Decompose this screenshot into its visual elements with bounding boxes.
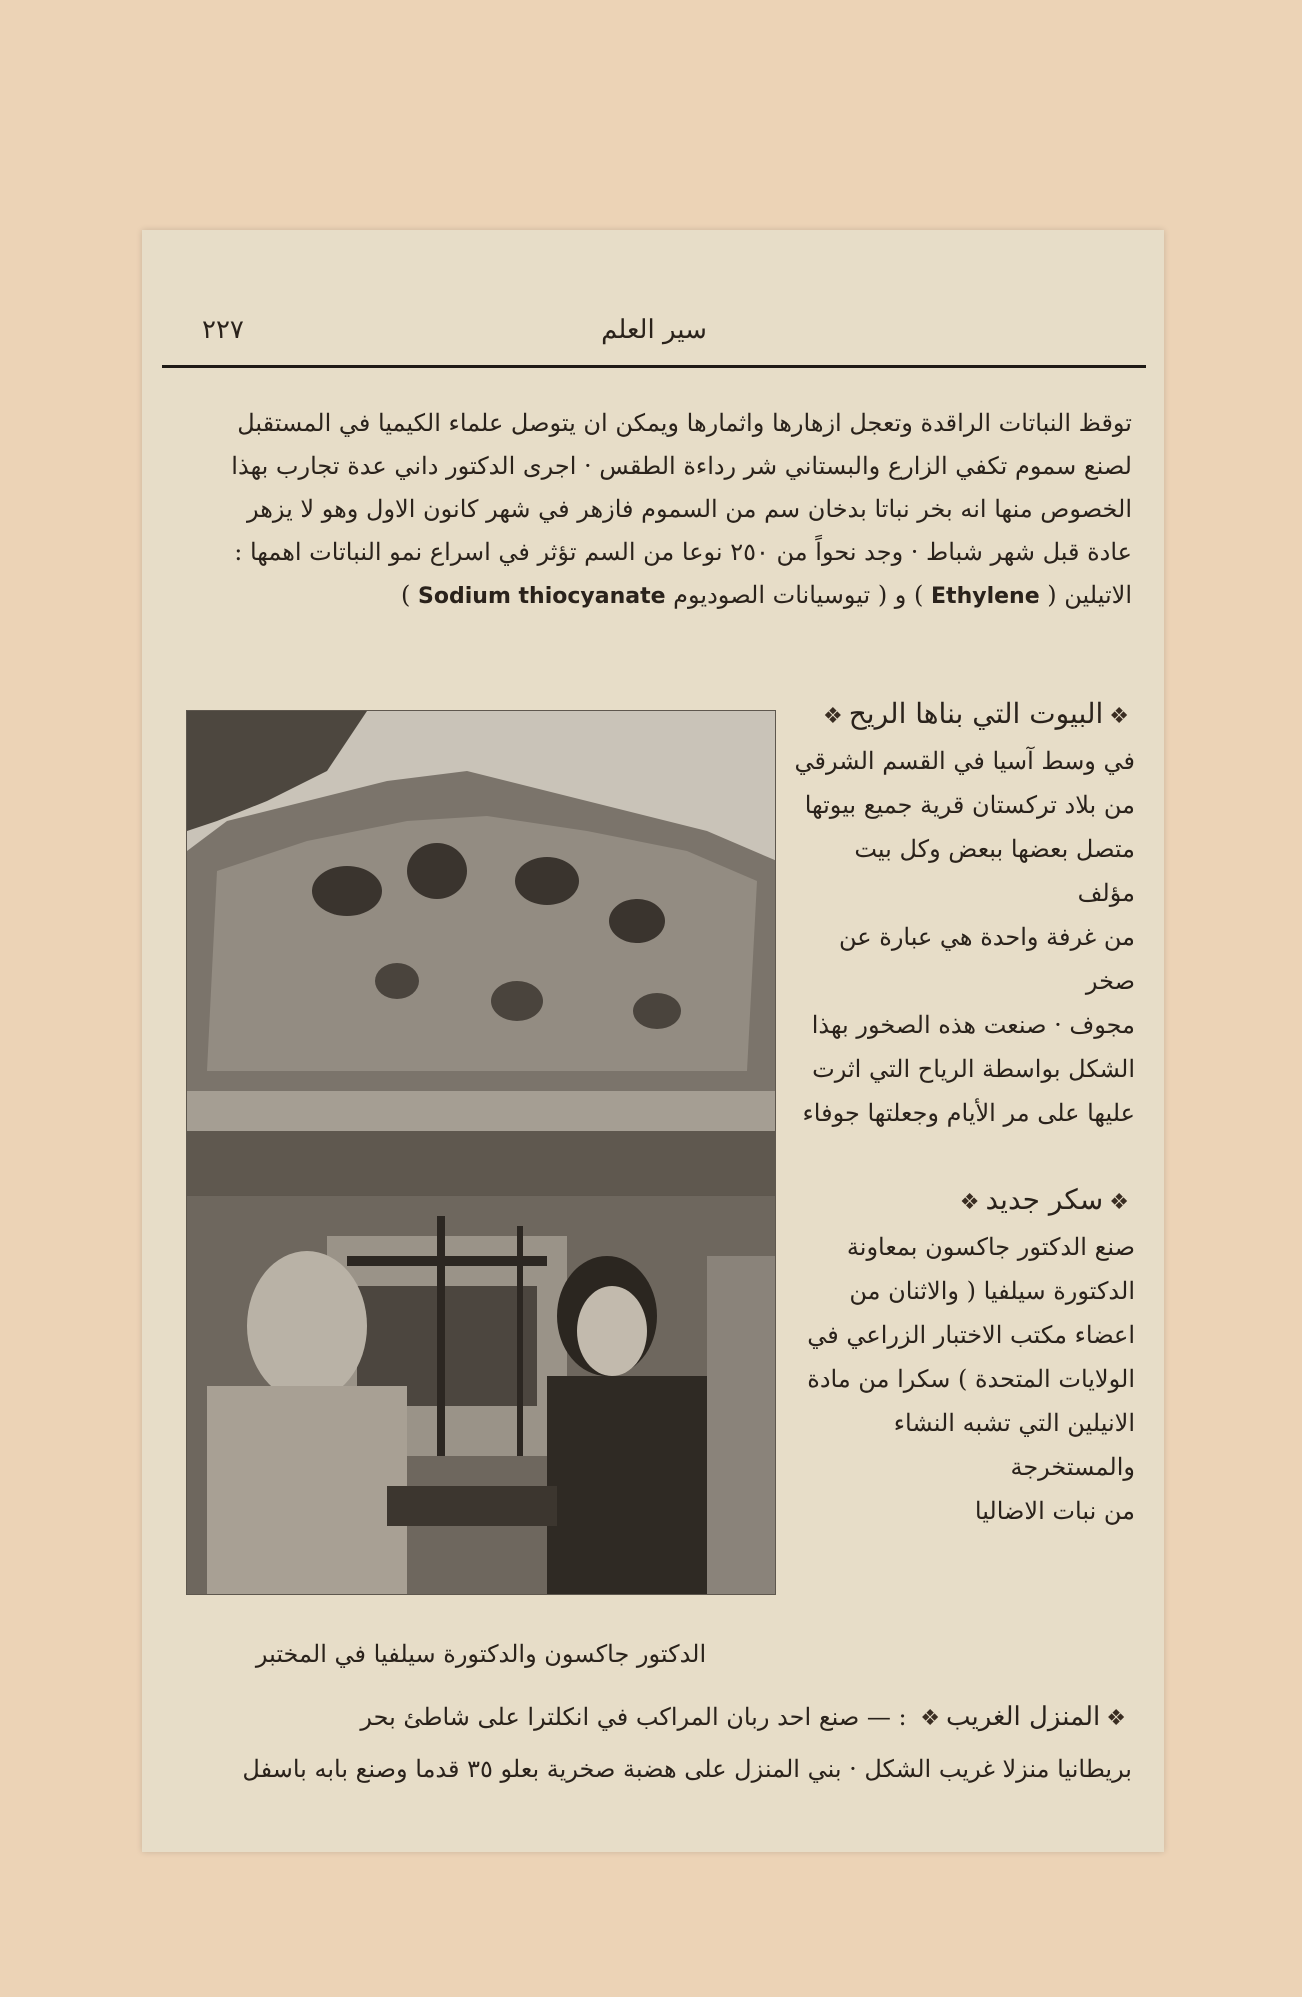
body-line: بريطانيا منزلا غريب الشكل · بني المنزل على هضبة صخرية بعلو ٣٥ قدما وصنع بابه باسفل [242, 1755, 1132, 1783]
section-title-wind-houses [790, 692, 1135, 739]
ornament-icon: ❖ [1106, 1706, 1126, 1731]
intro-line: الخصوص منها انه بخر نباتا بدخان سم من السموم فازهر في شهر كانون الاول وهو لا يزهر [246, 495, 1132, 523]
body-line: من غرفة واحدة هي عبارة عن صخر [839, 923, 1135, 995]
body-line: الولايات المتحدة ) سكرا من مادة [807, 1365, 1135, 1393]
section-new-sugar [790, 1178, 1135, 1533]
body-line: الشكل بواسطة الرياح التي اثرت [812, 1055, 1135, 1083]
body-line: عليها على مر الأيام وجعلتها جوفاء [802, 1099, 1135, 1127]
body-line: صنع الدكتور جاكسون بمعاونة [846, 1233, 1135, 1261]
body-line: متصل بعضها ببعض وكل بيت مؤلف [854, 835, 1135, 907]
intro-line: عادة قبل شهر شباط · وجد نحواً من ٢٥٠ نوعا من السم تؤثر في اسراع نمو النباتات اهمها : [234, 538, 1132, 566]
section-title-new-sugar [790, 1178, 1135, 1225]
body-line: الدكتورة سيلفيا ( والاثنان من [849, 1277, 1135, 1305]
body-line: من بلاد تركستان قرية جميع بيوتها [804, 791, 1135, 819]
ornament-icon: ❖ [959, 1190, 980, 1215]
laboratory-image [187, 1196, 776, 1595]
body-line: من نبات الاضاليا [974, 1497, 1135, 1525]
photo-wind-houses [186, 710, 776, 1220]
ornament-icon: ❖ [823, 704, 843, 729]
section-title-text: البيوت التي بناها الريح [848, 697, 1104, 730]
body-line: في وسط آسيا في القسم الشرقي [794, 747, 1135, 775]
header-rule [162, 365, 1146, 368]
intro-last-middle: ) و ( تيوسيانات الصوديوم [673, 581, 924, 609]
page-number: ٢٢٧ [202, 315, 244, 345]
body-line: اعضاء مكتب الاختبار الزراعي في [807, 1321, 1135, 1349]
strange-house-line-1 [172, 1692, 1132, 1744]
page-header [162, 315, 1146, 355]
intro-line: توقظ النباتات الراقدة وتعجل ازهارها واثمارها ويمكن ان يتوصل علماء الكيميا في المستقبل [237, 409, 1132, 437]
intro-last-prefix: الاتيلين ( [1047, 581, 1132, 609]
term-sodium-thiocyanate: Sodium thiocyanate [418, 584, 666, 609]
body-line: مجوف · صنعت هذه الصخور بهذا [811, 1011, 1135, 1039]
intro-line-last [172, 574, 1132, 618]
section-wind-houses [790, 692, 1135, 1135]
photo-laboratory [186, 1195, 776, 1595]
intro-last-suffix: ) [401, 581, 411, 609]
caption-laboratory: الدكتور جاكسون والدكتورة سيلفيا في المختبر [255, 1640, 707, 1668]
section-strange-house [172, 1692, 1132, 1794]
term-ethylene: Ethylene [931, 584, 1040, 609]
ornament-icon: ❖ [1109, 1190, 1129, 1215]
section-title-text: سكر جديد [985, 1183, 1104, 1216]
ornament-icon: ❖ [920, 1706, 940, 1731]
running-title: سير العلم [601, 315, 707, 345]
intro-paragraph [172, 402, 1132, 618]
ornament-icon: ❖ [1109, 704, 1129, 729]
body-line: : — صنع احد ربان المراكب في انكلترا على شاطئ بحر [360, 1703, 907, 1731]
body-line: الانيلين التي تشبه النشاء والمستخرجة [893, 1409, 1135, 1481]
magazine-page [142, 230, 1164, 1852]
section-title-strange-house: المنزل الغريب [945, 1702, 1101, 1732]
rock-houses-image [187, 711, 776, 1220]
intro-line: لصنع سموم تكفي الزارع والبستاني شر رداءة الطقس · اجرى الدكتور داني عدة تجارب بهذا [231, 452, 1132, 480]
